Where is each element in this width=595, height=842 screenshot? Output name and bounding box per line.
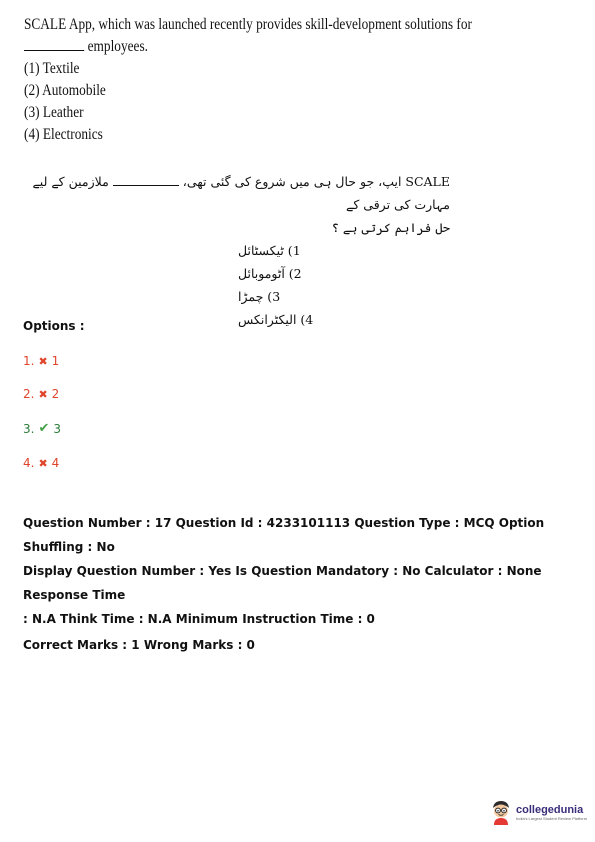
option-number: 3. <box>23 421 35 436</box>
answer-option-1 <box>23 354 59 368</box>
mascot-icon <box>490 799 512 825</box>
urdu-option-1: 1) ٹیکسٹائل <box>238 243 301 258</box>
metadata-line1: Question Number : 17 Question Id : 4233101113 Question Type : MCQ Option Shuffling : No <box>23 516 545 554</box>
urdu-question-line1 <box>30 170 450 216</box>
check-icon: ✔ <box>38 421 50 436</box>
urdu-line1-end: ملازمین کے لیے مہارت کی ترقی کے <box>32 174 450 212</box>
metadata-line3: : N.A Think Time : N.A Minimum Instruction Time : 0 <box>23 612 375 626</box>
cross-icon: ✖ <box>38 387 48 401</box>
question-text-line1: SCALE App, which was launched recently provides skill-development solutions for <box>24 16 472 33</box>
option-value: 1 <box>51 354 60 368</box>
logo-name: collegedunia <box>516 803 584 816</box>
english-option-1: (1) Textile <box>24 60 80 77</box>
marks-info: Correct Marks : 1 Wrong Marks : 0 <box>23 638 255 652</box>
option-number: 4. <box>23 456 35 470</box>
urdu-option-3: 3) چمڑا <box>238 289 281 304</box>
urdu-answer-blank <box>113 173 179 186</box>
english-option-3: (3) Leather <box>24 104 84 121</box>
urdu-question-line2: حل فراہم کرتی ہے ؟ <box>331 220 450 235</box>
collegedunia-logo <box>490 799 587 825</box>
question-urdu <box>30 170 450 331</box>
options-heading: Options : <box>23 319 85 333</box>
answer-option-4 <box>23 456 59 470</box>
question-text-line2: employees. <box>87 38 148 55</box>
urdu-option-2: 2) آٹوموبائل <box>238 266 302 281</box>
urdu-option-4: 4) الیکٹرانکس <box>238 312 314 327</box>
urdu-line1-start: SCALE ایپ، جو حال ہی میں شروع کی گئی تھی، <box>182 174 450 189</box>
question-english <box>24 14 472 146</box>
cross-icon: ✖ <box>38 456 48 470</box>
answer-option-2 <box>23 387 59 401</box>
question-metadata <box>23 511 583 657</box>
metadata-line2: Display Question Number : Yes Is Question Mandatory : No Calculator : None Response Time <box>23 564 542 602</box>
answer-option-3 <box>23 421 61 436</box>
logo-tagline: India's Largest Student Review Platform <box>516 815 588 821</box>
option-number: 2. <box>23 387 35 401</box>
option-number: 1. <box>23 354 35 368</box>
answer-blank <box>24 36 84 51</box>
english-option-2: (2) Automobile <box>24 82 106 99</box>
option-value: 3 <box>53 421 61 436</box>
option-value: 2 <box>51 387 60 401</box>
cross-icon: ✖ <box>38 354 48 368</box>
option-value: 4 <box>51 456 60 470</box>
english-option-4: (4) Electronics <box>24 126 103 143</box>
